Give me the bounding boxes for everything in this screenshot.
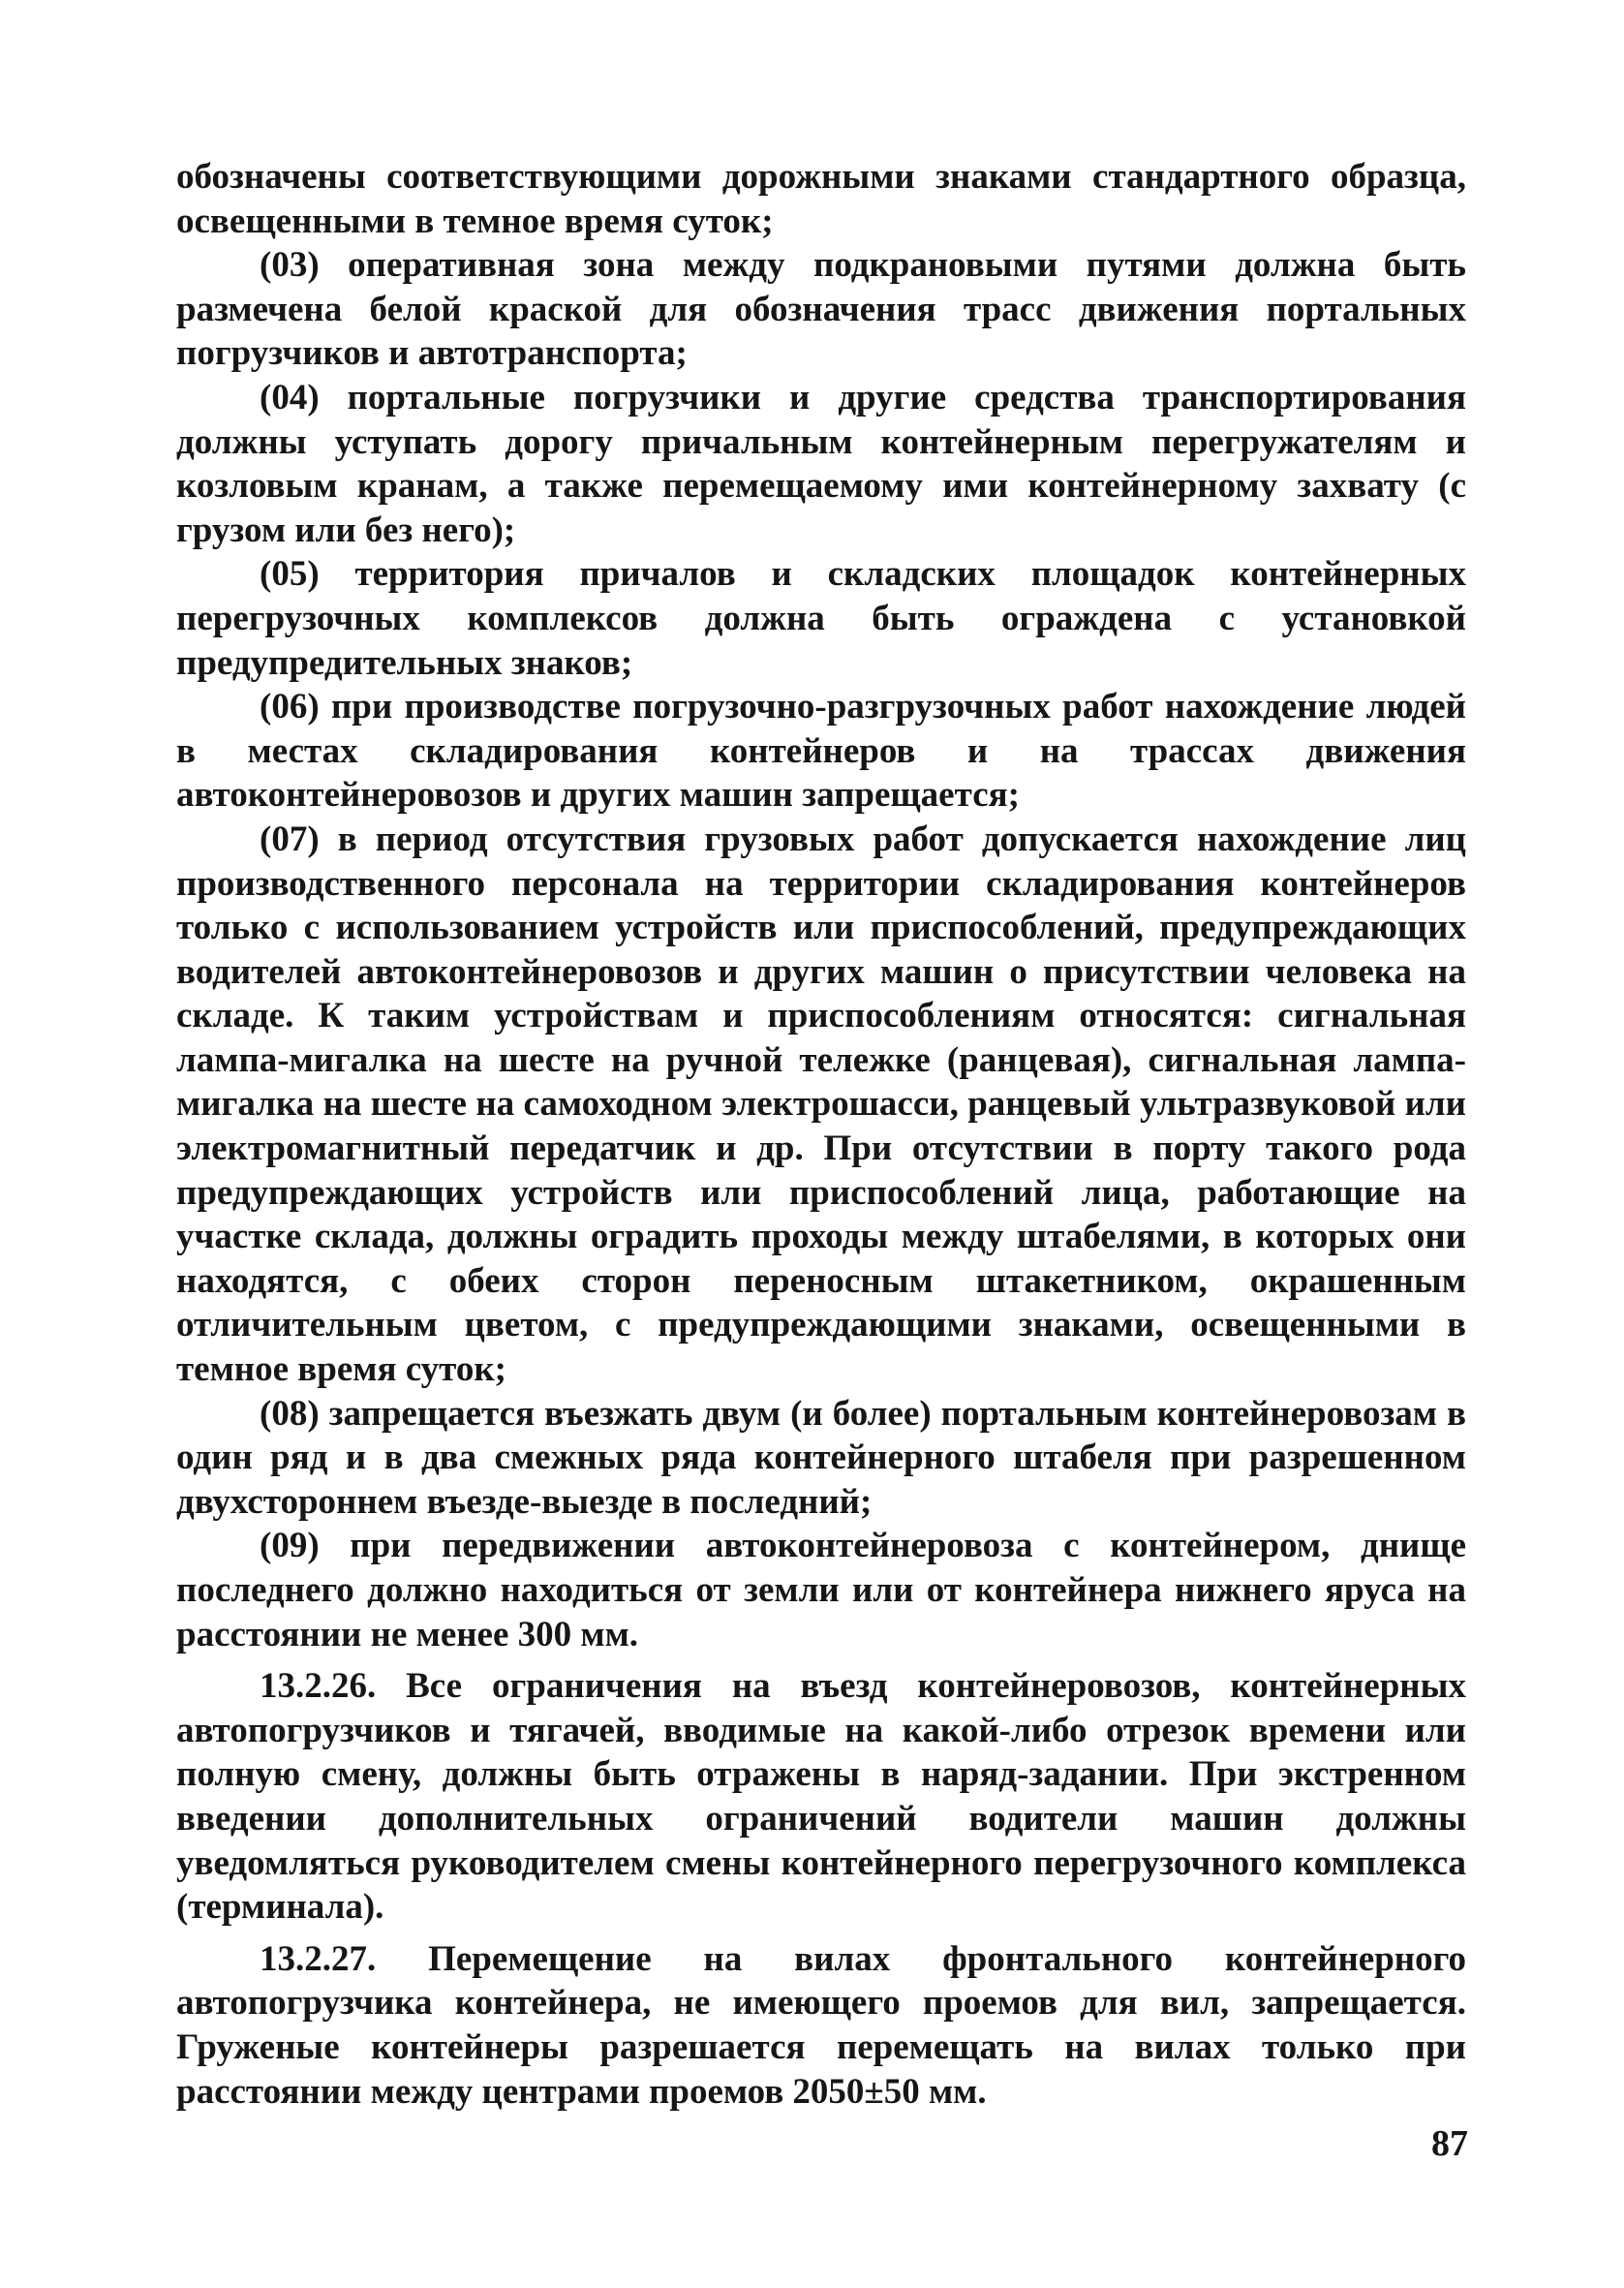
paragraph-item-08: (08) запрещается въезжать двум (и более) портальным контейнеровозам в один ряд и в два смежных ряда контейнерного штабеля при разрешенном двухстороннем въезде-выезде в последний; [176, 1393, 1466, 1522]
paragraph-item-03: (03) оперативная зона между подкрановыми путями должна быть размечена белой краской для обозначения трасс движения портальных погрузчиков и автотранспорта; [176, 245, 1466, 374]
page-number: 87 [1431, 2123, 1468, 2164]
paragraph-item-05: (05) территория причалов и складских площадок контейнерных перегрузочных комплексов должна быть ограждена с установкой предупредительных знаков; [176, 554, 1466, 683]
paragraph-item-06: (06) при производстве погрузочно-разгрузочных работ нахождение людей в местах складирования контейнеров и на трассах движения автоконтейнеровозов и других машин запрещается; [176, 687, 1466, 816]
paragraph-section-13-2-27: 13.2.27. Перемещение на вилах фронтального контейнерного автопогрузчика контейнера, не имеющего проемов для вил, запрещается. Груженые контейнеры разрешается перемещать на вилах только при расстоянии между центрами проемов 2050±50 мм. [176, 1938, 1466, 2112]
paragraph-continuation: обозначены соответствующими дорожными знаками стандартного образца, освещенными в темное время суток; [176, 157, 1466, 241]
paragraph-item-09: (09) при передвижении автоконтейнеровоза с контейнером, днище последнего должно находиться от земли или от контейнера нижнего яруса на расстоянии не менее 300 мм. [176, 1526, 1466, 1654]
paragraph-item-07: (07) в период отсутствия грузовых работ допускается нахождение лиц производственного персонала на территории складирования контейнеров только с использованием устройств или приспособлений, предупреждающих водителей автоконтейнеровозов и других машин о присутствии человека на складе. К таким устройствам и приспособлениям относятся: сигнальная лампа-мигалка на шесте на ручной тележке (ранцевая), сигнальная лампа-мигалка на шесте на самоходном электрошасси, ранцевый ультразвуковой или электромагнитный передатчик и др. При отсутствии в порту такого рода предупреждающих устройств или приспособлений лица, работающие на участке склада, должны оградить проходы между штабелями, в которых они находятся, с обеих сторон переносным штакетником, окрашенным отличительным цветом, с предупреждающими знаками, освещенными в темное время суток; [176, 819, 1466, 1390]
paragraph-section-13-2-26: 13.2.26. Все ограничения на въезд контейнеровозов, контейнерных автопогрузчиков и тягачей, вводимые на какой-либо отрезок времени или полную смену, должны быть отражены в наряд-задании. При экстренном введении дополнительных ограничений водители машин должны уведомляться руководителем смены контейнерного перегрузочного комплекса (терминала). [176, 1666, 1466, 1928]
paragraph-item-04: (04) портальные погрузчики и другие средства транспортирования должны уступать дорогу причальным контейнерным перегружателям и козловым кранам, а также перемещаемому ими контейнерному захвату (с грузом или без него); [176, 377, 1466, 550]
document-page [176, 155, 1466, 2114]
